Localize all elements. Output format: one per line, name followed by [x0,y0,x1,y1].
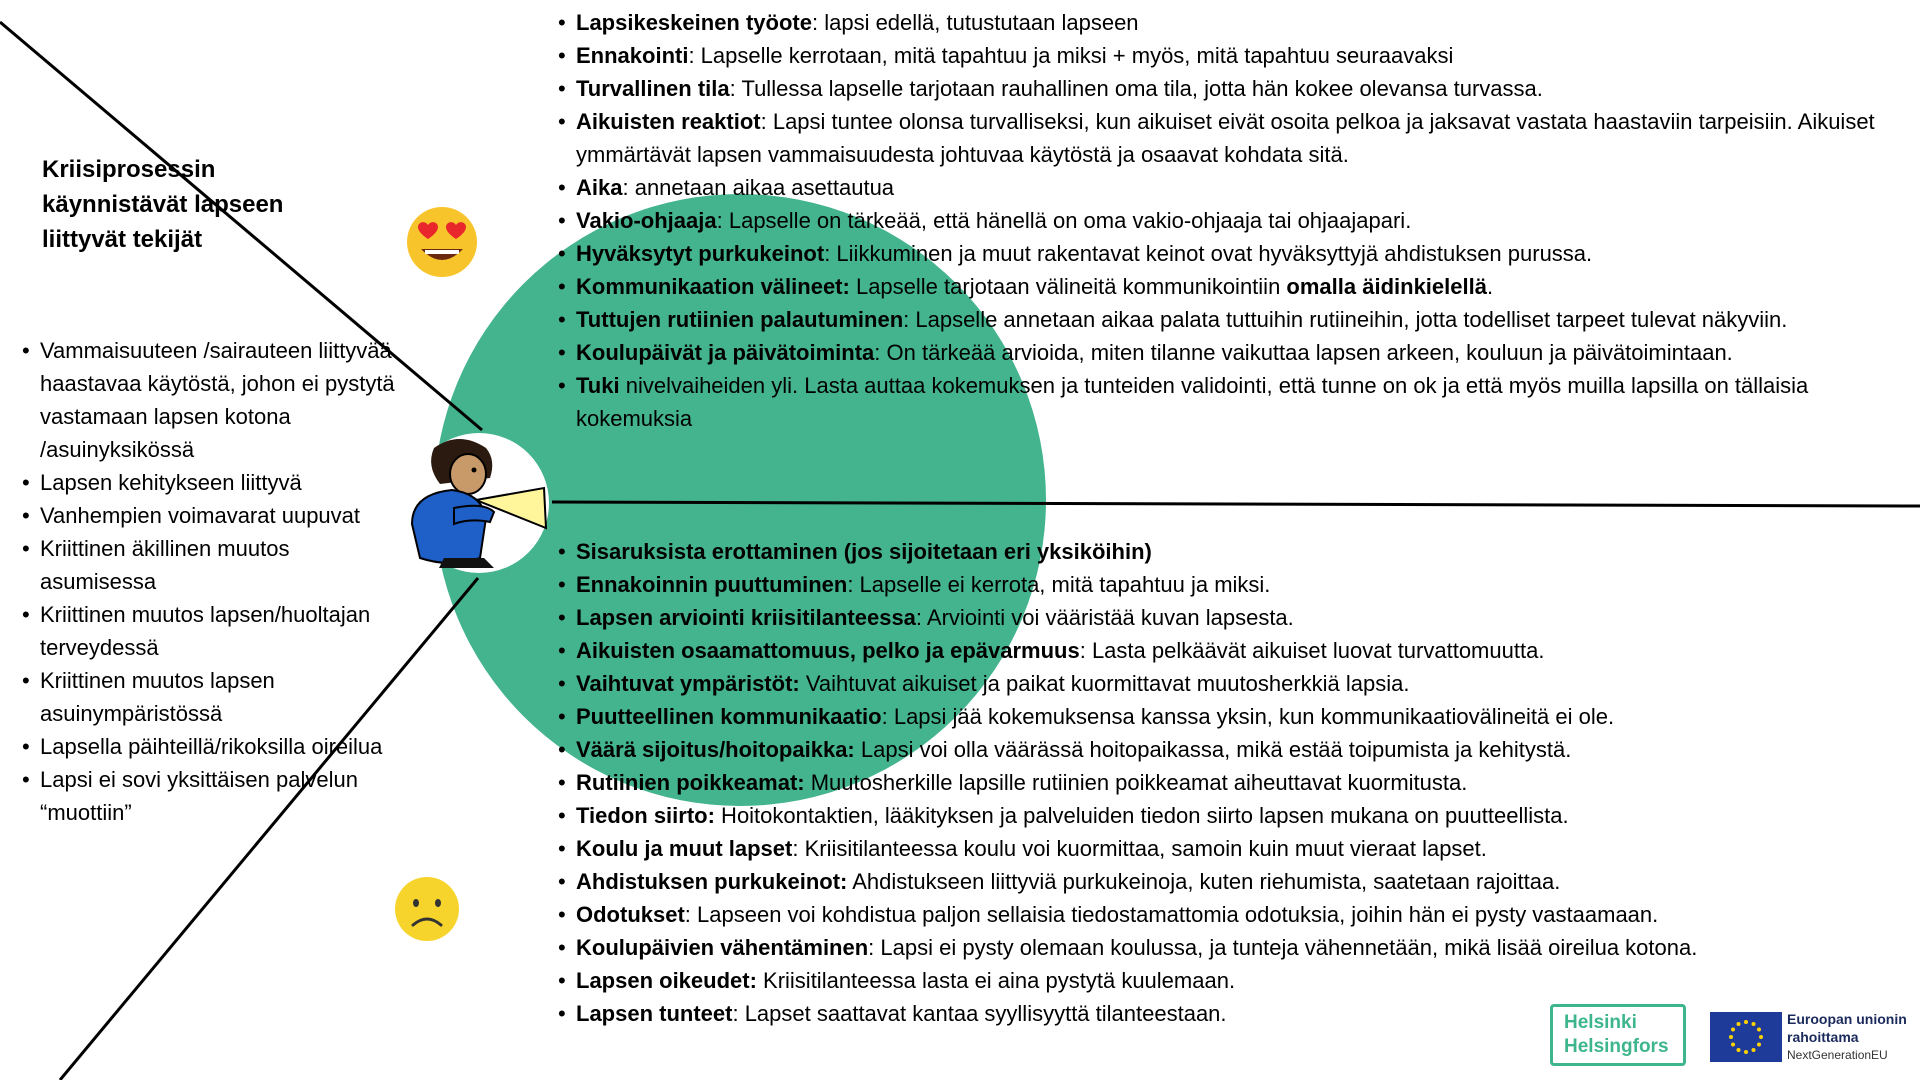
positive-factor-text: : annetaan aikaa asettautua [622,175,895,200]
left-title: Kriisiprosessin käynnistävät lapseen liittyvät tekijät [42,156,284,253]
positive-factor-heading: Ennakointi [576,43,689,68]
positive-factor-heading: Aika [576,175,623,200]
negative-factor-heading: Lapsen arviointi kriisitilanteessa [576,605,916,630]
left-factor-item: • Lapsella päihteillä/rikoksilla oireilua [40,730,400,763]
negative-factor-item [576,865,1916,898]
positive-factor-heading: Lapsikeskeinen työote [576,10,812,35]
positive-factor-item [576,303,1916,336]
negative-factor-text: : Kriisitilanteessa koulu voi kuormittaa, samoin kuin muut vieraat lapset. [792,836,1487,861]
eu-star [1757,1043,1761,1047]
positive-factor-item [576,105,1916,171]
negative-factor-item [576,568,1916,601]
eu-line2: rahoittama [1787,1029,1859,1045]
heart-eyes-emoji-icon [405,205,479,279]
child-with-flashlight-icon [404,428,554,578]
positive-factor-heading: Vakio-ohjaaja [576,208,717,233]
eu-star [1731,1028,1735,1032]
positive-factor-text-end: . [1486,274,1494,299]
positive-factor-item [576,369,1916,435]
negative-factor-text: Muutosherkille lapsille rutiinien poikkeamat aiheuttavat kuormitusta. [804,770,1468,795]
negative-factor-heading: Väärä sijoitus/hoitopaikka: [576,737,855,762]
left-factor-item: • Kriittinen muutos lapsen/huoltajan terveydessä [40,598,400,664]
negative-factor-item [576,535,1916,568]
positive-factor-item [576,72,1916,105]
negative-factor-item [576,964,1916,997]
negative-factor-item [576,766,1916,799]
positive-factor-emphasis: omalla äidinkielellä [1286,274,1487,299]
positive-factor-text: nivelvaiheiden yli. Lasta auttaa kokemuksen ja tunteiden validointi, että tunne on ok ja että myös muilla lapsilla on tällaisia kokemuksia [576,373,1809,431]
eu-star [1744,1050,1748,1054]
positive-factor-text: : lapsi edellä, tutustutaan lapseen [811,10,1139,35]
negative-factor-item [576,733,1916,766]
helsinki-logo [1550,1004,1686,1066]
positive-factor-item [576,6,1916,39]
negative-factor-heading: Puutteellinen kommunikaatio [576,704,882,729]
eu-star [1737,1048,1741,1052]
negative-factor-text: Lapsi voi olla väärässä hoitopaikassa, mikä estää toipumista ja kehitystä. [854,737,1572,762]
negative-factor-text: Hoitokontaktien, lääkityksen ja palveluiden tiedon siirto lapsen mukana on puutteellista. [714,803,1569,828]
negative-factor-heading: Aikuisten osaamattomuus, pelko ja epävarmuus [576,638,1080,663]
left-factor-list [40,334,400,829]
negative-factor-item [576,799,1916,832]
positive-factor-item [576,204,1916,237]
left-factor-item: • Lapsi ei sovi yksittäisen palvelun “muottiin” [40,763,400,829]
eu-line3: NextGenerationEU [1787,1048,1888,1062]
negative-factor-heading: Vaihtuvat ympäristöt: [576,671,800,696]
negative-factor-heading: Tiedon siirto: [576,803,715,828]
eu-funding-text [1787,1010,1917,1064]
negative-factor-text: : Lapsi jää kokemuksensa kanssa yksin, kun kommunikaatiovälineitä ei ole. [881,704,1615,729]
negative-factor-item [576,832,1916,865]
positive-factor-item [576,336,1916,369]
negative-factor-heading: Ahdistuksen purkukeinot: [576,869,848,894]
positive-factor-text: Lapselle tarjotaan välineitä kommunikointiin [849,274,1287,299]
negative-factor-heading: Rutiinien poikkeamat: [576,770,805,795]
positive-factor-text: : On tärkeää arvioida, miten tilanne vaikuttaa lapsen arkeen, kouluun ja päivätoimintaan. [874,340,1733,365]
left-factor-item: • Vanhempien voimavarat uupuvat [40,499,400,532]
negative-factor-heading: Odotukset [576,902,685,927]
negative-factor-text: Ahdistukseen liittyviä purkukeinoja, kuten riehumista, saatetaan rajoittaa. [847,869,1561,894]
negative-factor-text: : Arviointi voi vääristää kuvan lapsesta. [915,605,1294,630]
negative-factor-item [576,898,1916,931]
positive-factor-heading: Tuttujen rutiinien palautuminen [576,307,904,332]
positive-factor-heading: Turvallinen tila [576,76,730,101]
positive-factor-heading: Hyväksytyt purkukeinot [576,241,825,266]
helsinki-logo-line2: Helsingfors [1564,1036,1669,1057]
negative-factor-heading: Koulupäivien vähentäminen [576,935,869,960]
positive-factor-item [576,39,1916,72]
negative-factor-item [576,601,1916,634]
negative-factor-item [576,931,1916,964]
eu-line1: Euroopan unionin [1787,1011,1907,1027]
negative-factor-list [576,535,1916,1030]
negative-factor-text: : Lapseen voi kohdistua paljon sellaisia tiedostamattomia odotuksia, joihin hän ei pysty vastaamaan. [684,902,1659,927]
positive-factor-heading: Aikuisten reaktiot [576,109,761,134]
positive-factor-text: : Lapselle kerrotaan, mitä tapahtuu ja miksi + myös, mitä tapahtuu seuraavaksi [688,43,1454,68]
positive-factor-item [576,171,1916,204]
negative-factor-item [576,667,1916,700]
eu-star [1729,1035,1733,1039]
eu-star [1759,1035,1763,1039]
negative-factor-heading: Koulu ja muut lapset [576,836,793,861]
positive-factor-text: : Tullessa lapselle tarjotaan rauhallinen oma tila, jotta hän kokee olevansa turvassa. [729,76,1543,101]
eu-star [1737,1022,1741,1026]
left-factor-item: • Kriittinen muutos lapsen asuinympäristössä [40,664,400,730]
eu-star [1752,1048,1756,1052]
frowning-emoji-icon [393,875,461,943]
negative-factor-item [576,634,1916,667]
positive-factor-heading: Tuki [576,373,620,398]
positive-factor-text: : Lapselle annetaan aikaa palata tuttuihin rutiineihin, jotta todelliset tarpeet tulevat näkyviin. [903,307,1788,332]
positive-factor-text: : Lapsi tuntee olonsa turvalliseksi, kun aikuiset eivät osoita pelkoa ja jaksavat vastata haastaviin tarpeisiin. Aikuiset ymmärtävät lapsen vammaisuudesta johtuvaa käytöstä ja osaavat kohdata sitä. [576,109,1875,167]
negative-factor-text: Kriisitilanteessa lasta ei aina pystytä kuulemaan. [756,968,1236,993]
left-factor-item: • Kriittinen äkillinen muutos asumisessa [40,532,400,598]
positive-factor-heading: Kommunikaation välineet: [576,274,850,299]
negative-factor-heading: Lapsen tunteet [576,1001,733,1026]
helsinki-logo-line1: Helsinki [1564,1012,1637,1033]
negative-factor-heading: Sisaruksista erottaminen (jos sijoitetaan eri yksiköihin) [576,539,1152,564]
negative-factor-text: : Lapset saattavat kantaa syyllisyyttä tilanteestaan. [732,1001,1227,1026]
eu-star [1752,1022,1756,1026]
negative-factor-heading: Ennakoinnin puuttuminen [576,572,848,597]
positive-factor-text: : Liikkuminen ja muut rakentavat keinot ovat hyväksyttyjä ahdistuksen purussa. [824,241,1593,266]
positive-factor-item [576,237,1916,270]
eu-star [1731,1043,1735,1047]
negative-factor-heading: Lapsen oikeudet: [576,968,757,993]
negative-factor-item [576,700,1916,733]
positive-factor-heading: Koulupäivät ja päivätoiminta [576,340,875,365]
negative-factor-text: : Lapsi ei pysty olemaan koulussa, ja tunteja vähennetään, mikä lisää oireilua kotona. [868,935,1698,960]
eu-flag-icon [1710,1012,1782,1062]
positive-factor-list [576,6,1916,435]
positive-factor-text: : Lapselle on tärkeää, että hänellä on oma vakio-ohjaaja tai ohjaajapari. [716,208,1412,233]
negative-factor-text: Vaihtuvat aikuiset ja paikat kuormittavat muutosherkkiä lapsia. [799,671,1410,696]
positive-factor-item [576,270,1916,303]
left-factor-item: • Vammaisuuteen /sairauteen liittyvää haastavaa käytöstä, johon ei pystytä vastamaan lapsen kotona /asuinyksikössä [40,334,400,466]
eu-star [1757,1028,1761,1032]
left-factor-item: • Lapsen kehitykseen liittyvä [40,466,400,499]
eu-star [1744,1020,1748,1024]
negative-factor-text: : Lapselle ei kerrota, mitä tapahtuu ja miksi. [847,572,1271,597]
negative-factor-text: : Lasta pelkäävät aikuiset luovat turvattomuutta. [1079,638,1545,663]
